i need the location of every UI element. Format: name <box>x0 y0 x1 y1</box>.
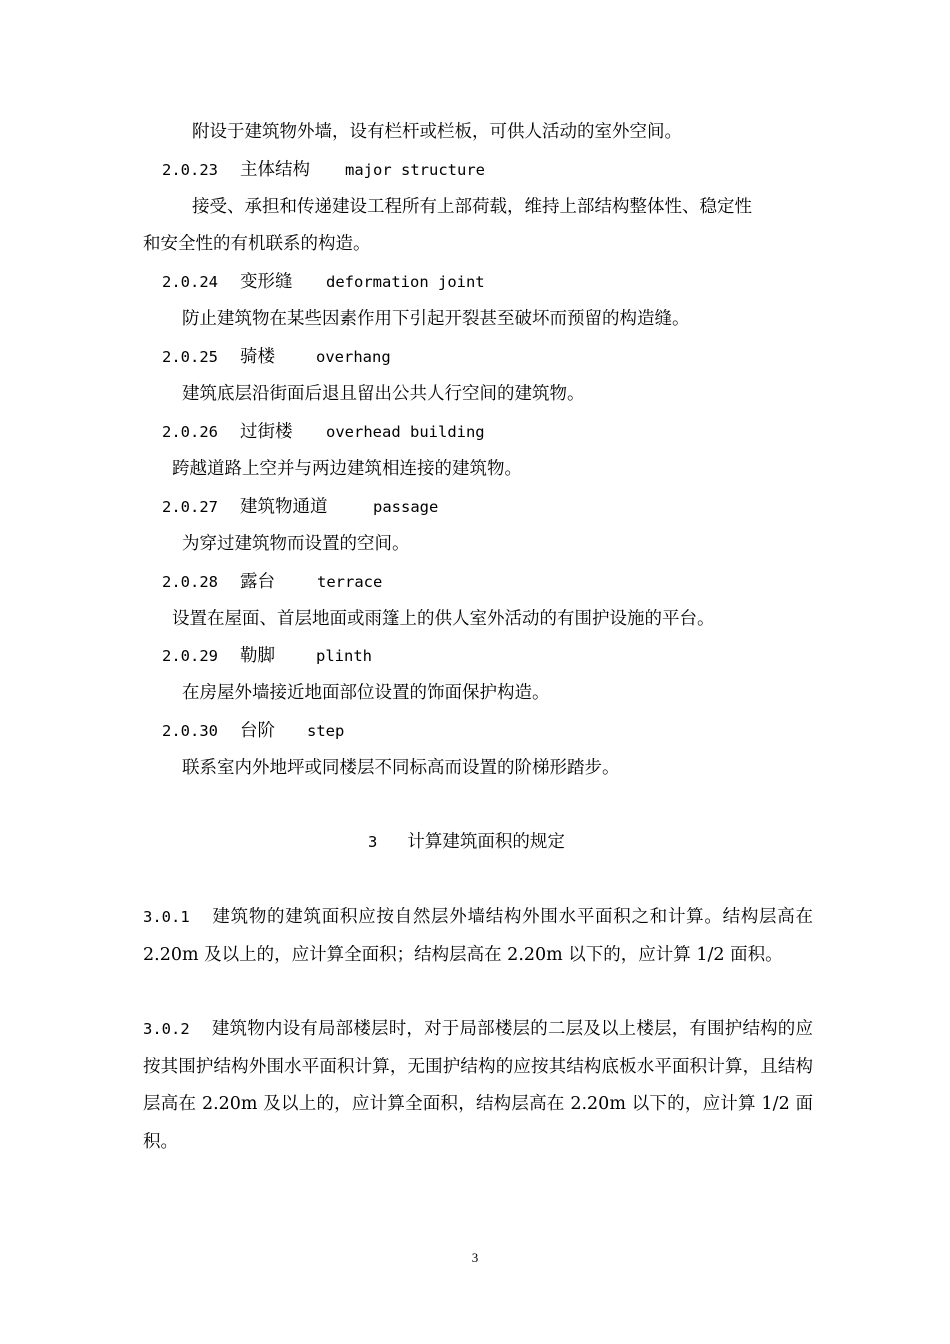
term-english: overhead building <box>326 423 485 441</box>
term-chinese: 变形缝 <box>240 272 293 292</box>
clause-text: 建筑物的建筑面积应按自然层外墙结构外围水平面积之和计算。结构层高在 2.20m 及以上的，应计算全面积；结构层高在 2.20m 以下的，应计算 1/2 面积。 <box>143 907 813 965</box>
term-chinese: 勒脚 <box>240 646 275 666</box>
definition-text: 和安全性的有机联系的构造。 <box>143 234 371 254</box>
term-chinese: 骑楼 <box>240 347 275 367</box>
section-number: 3 <box>368 833 378 851</box>
term-number: 2.0.28 <box>162 573 218 591</box>
term-heading <box>162 345 391 369</box>
definition-text: 建筑底层沿街面后退且留出公共人行空间的建筑物。 <box>182 384 585 404</box>
page-number: 3 <box>471 1250 479 1265</box>
term-heading <box>162 570 382 594</box>
clause-paragraph <box>143 1011 813 1161</box>
definition-text: 设置在屋面、首层地面或雨篷上的供人室外活动的有围护设施的平台。 <box>172 609 715 629</box>
definition-text: 附设于建筑物外墙，设有栏杆或栏板，可供人活动的室外空间。 <box>192 122 682 142</box>
term-english: step <box>307 722 345 740</box>
clause-number: 3.0.1 <box>143 908 190 926</box>
term-number: 2.0.30 <box>162 722 218 740</box>
section-title: 计算建筑面积的规定 <box>407 832 565 852</box>
term-english: overhang <box>316 348 391 366</box>
term-heading <box>162 270 485 294</box>
term-chinese: 建筑物通道 <box>240 497 328 517</box>
definition-text: 防止建筑物在某些因素作用下引起开裂甚至破坏而预留的构造缝。 <box>182 309 690 329</box>
term-heading <box>162 644 372 668</box>
section-heading <box>368 830 565 854</box>
term-heading <box>162 495 438 519</box>
definition-text: 接受、承担和传递建设工程所有上部荷载，维持上部结构整体性、稳定性 <box>192 197 752 217</box>
term-number: 2.0.23 <box>162 161 218 179</box>
term-english: terrace <box>317 573 383 591</box>
term-english: major structure <box>345 161 485 179</box>
clause-paragraph <box>143 899 813 974</box>
definition-text: 跨越道路上空并与两边建筑相连接的建筑物。 <box>172 459 522 479</box>
term-heading <box>162 719 344 743</box>
term-number: 2.0.26 <box>162 423 218 441</box>
term-chinese: 台阶 <box>240 721 275 741</box>
term-number: 2.0.29 <box>162 647 218 665</box>
term-heading <box>162 158 485 182</box>
clause-number: 3.0.2 <box>143 1020 190 1038</box>
term-number: 2.0.27 <box>162 498 218 516</box>
term-number: 2.0.25 <box>162 348 218 366</box>
definition-text: 为穿过建筑物而设置的空间。 <box>182 534 410 554</box>
term-chinese: 主体结构 <box>240 160 310 180</box>
term-chinese: 露台 <box>240 572 275 592</box>
term-number: 2.0.24 <box>162 273 218 291</box>
term-english: deformation joint <box>326 273 485 291</box>
term-english: plinth <box>316 647 372 665</box>
term-english: passage <box>373 498 439 516</box>
term-heading <box>162 420 485 444</box>
definition-text: 联系室内外地坪或同楼层不同标高而设置的阶梯形踏步。 <box>182 758 620 778</box>
clause-text: 建筑物内设有局部楼层时，对于局部楼层的二层及以上楼层，有围护结构的应按其围护结构外围水平面积计算，无围护结构的应按其结构底板水平面积计算，且结构层高在 2.20m 及以上的，应计算全面积，结构层高在 2.20m 以下的，应计算 1/2 面积。 <box>143 1019 813 1152</box>
definition-text: 在房屋外墙接近地面部位设置的饰面保护构造。 <box>182 683 550 703</box>
term-chinese: 过街楼 <box>240 422 293 442</box>
